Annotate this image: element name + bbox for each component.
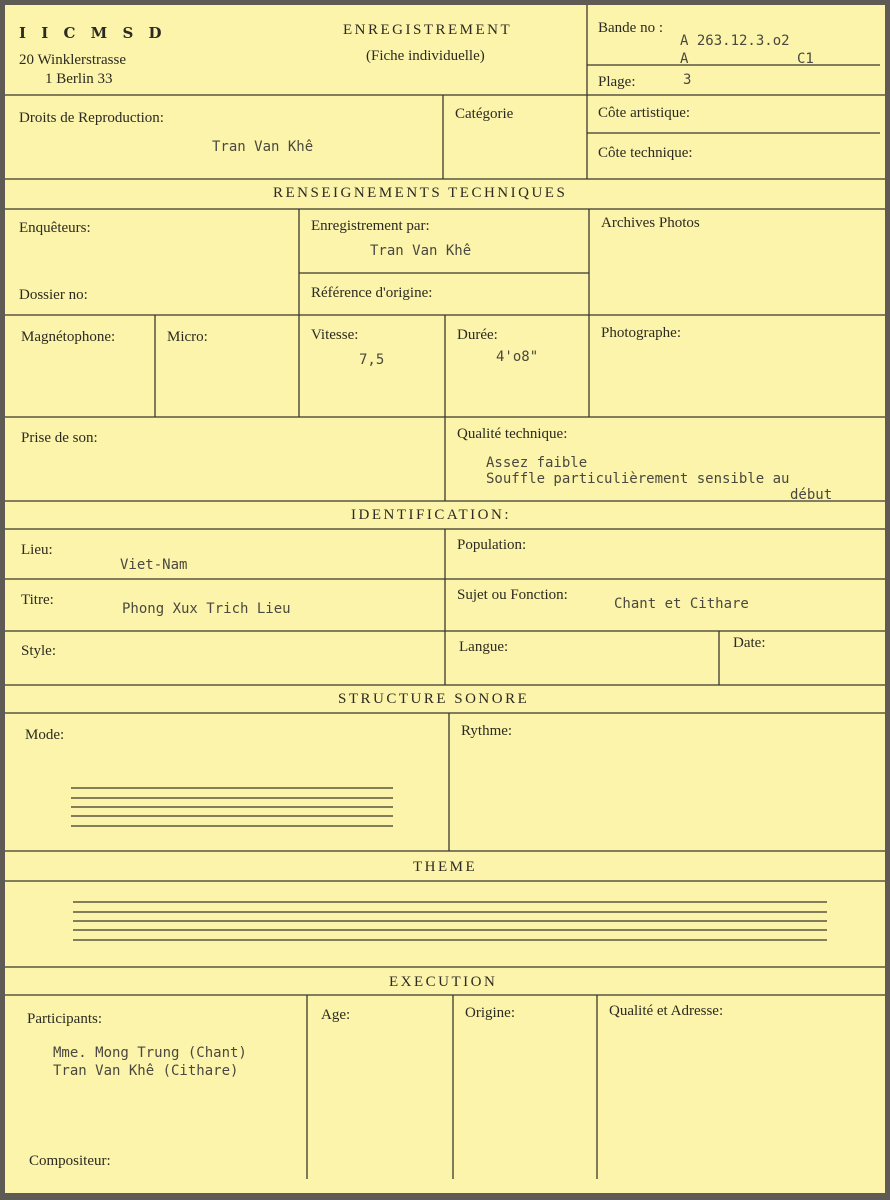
structure-heading: STRUCTURE SONORE: [338, 691, 530, 707]
qualite-technique-label: Qualité technique:: [457, 426, 568, 442]
droits-label: Droits de Reproduction:: [19, 110, 164, 126]
prise-de-son-label: Prise de son:: [21, 430, 98, 446]
origine-label: Origine:: [465, 1005, 515, 1021]
qualite-line-3: début: [790, 487, 833, 503]
participant-2: Tran Van Khê (Cithare): [53, 1063, 239, 1079]
plage-label: Plage:: [598, 74, 636, 90]
bande-value-1: A 263.12.3.o2: [680, 33, 790, 49]
dossier-label: Dossier no:: [19, 287, 88, 303]
org-logo: I I C M S D: [19, 24, 167, 42]
sujet-value: Chant et Cithare: [614, 596, 749, 612]
date-label: Date:: [733, 635, 766, 651]
technique-heading: RENSEIGNEMENTS TECHNIQUES: [273, 185, 568, 201]
lieu-label: Lieu:: [21, 542, 53, 558]
langue-label: Langue:: [459, 639, 509, 655]
record-card: [5, 5, 885, 1193]
enqueteurs-label: Enquêteurs:: [19, 220, 91, 236]
vitesse-value: 7,5: [359, 352, 385, 368]
sujet-label: Sujet ou Fonction:: [457, 587, 568, 603]
bande-value-2a: A: [680, 51, 689, 67]
execution-heading: EXECUTION: [389, 974, 498, 990]
qualite-adresse-label: Qualité et Adresse:: [609, 1003, 724, 1019]
duree-value: 4'o8": [496, 349, 539, 365]
categorie-label: Catégorie: [455, 106, 514, 122]
bande-label: Bande no :: [598, 20, 663, 36]
photographe-label: Photographe:: [601, 325, 681, 341]
identification-heading: IDENTIFICATION:: [351, 507, 511, 523]
enregistrement-par-label: Enregistrement par:: [311, 218, 430, 234]
duree-label: Durée:: [457, 327, 498, 343]
plage-value: 3: [683, 72, 692, 88]
droits-value: Tran Van Khê: [212, 139, 314, 155]
micro-label: Micro:: [167, 329, 208, 345]
style-label: Style:: [21, 643, 57, 659]
enregistrement-par-value: Tran Van Khê: [370, 243, 472, 259]
bande-value-2b: C1: [797, 51, 814, 67]
form-grid-lines: [5, 5, 885, 1193]
reference-label: Référence d'origine:: [311, 285, 433, 301]
population-label: Population:: [457, 537, 527, 553]
cote-technique-label: Côte technique:: [598, 145, 693, 161]
participant-1: Mme. Mong Trung (Chant): [53, 1045, 247, 1061]
vitesse-label: Vitesse:: [311, 327, 359, 343]
age-label: Age:: [321, 1007, 351, 1023]
org-city: 1 Berlin 33: [45, 71, 113, 87]
lieu-value: Viet-Nam: [120, 557, 188, 573]
org-street: 20 Winklerstrasse: [19, 52, 127, 68]
cote-artistique-label: Côte artistique:: [598, 105, 691, 121]
archives-photos-label: Archives Photos: [601, 215, 700, 231]
form-title: ENREGISTREMENT: [343, 22, 513, 38]
compositeur-label: Compositeur:: [29, 1153, 111, 1169]
form-subtitle: (Fiche individuelle): [366, 48, 485, 64]
theme-heading: THEME: [413, 859, 478, 875]
participants-label: Participants:: [27, 1011, 102, 1027]
qualite-line-2: Souffle particulièrement sensible au: [486, 471, 790, 487]
magnetophone-label: Magnétophone:: [21, 329, 116, 345]
mode-label: Mode:: [25, 727, 65, 743]
rythme-label: Rythme:: [461, 723, 513, 739]
qualite-line-1: Assez faible: [486, 455, 588, 471]
titre-value: Phong Xux Trich Lieu: [122, 601, 291, 617]
titre-label: Titre:: [21, 592, 54, 608]
